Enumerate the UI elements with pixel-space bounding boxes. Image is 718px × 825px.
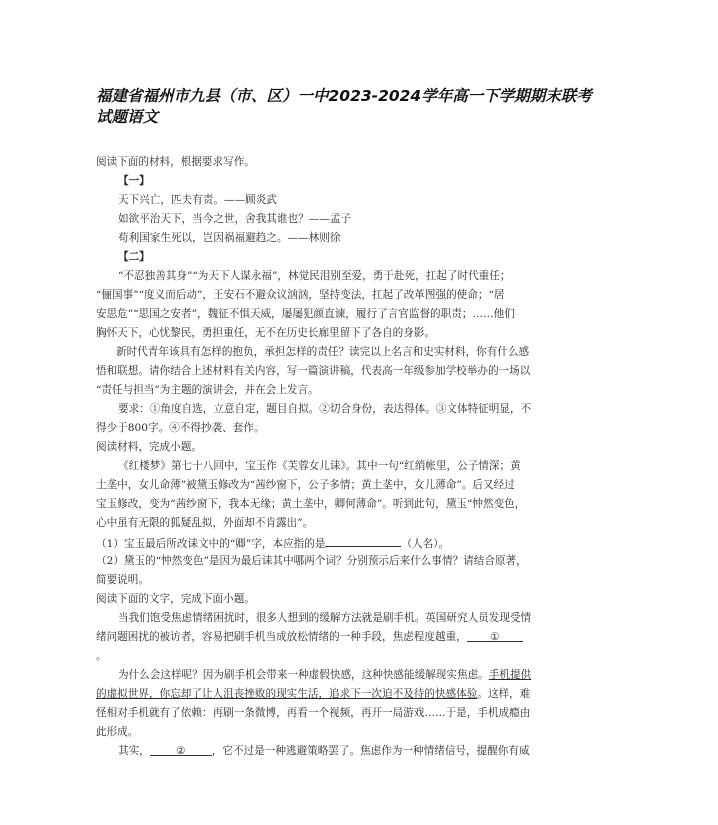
question3-para1-end: 。: [96, 650, 107, 662]
answer-blank-1[interactable]: ①: [467, 630, 523, 642]
question3-para2-text-2: 。这样，难: [477, 688, 531, 700]
question3-para3-start: 其实，: [118, 745, 150, 757]
question2-para-line-2: 土垄中，女儿命薄”被黛玉修改为“茜纱窗下，公子多情；黄土垄中，女儿薄命”。后又经过: [96, 479, 515, 491]
intro-line: 阅读下面的材料，根据要求写作。: [96, 156, 255, 168]
answer-blank-name[interactable]: [325, 535, 401, 547]
quote-3: 苟利国家生死以，岂因祸福避趋之。——林则徐: [118, 232, 341, 244]
para2-line-3: “责任与担当”为主题的演讲会，并在会上发言。: [96, 384, 319, 396]
section-1-label: 【一】: [118, 175, 150, 187]
question3-para1-line-2: [96, 630, 523, 644]
document-title: [96, 86, 592, 128]
question3-para2-line-1: [118, 668, 531, 682]
question2-para-line-1: 《红楼梦》第七十八回中，宝玉作《芙蓉女儿诔》。其中一句“红绡帐里，公子情深；黄: [118, 460, 521, 472]
para2-line-1: 新时代青年该具有怎样的抱负，承担怎样的责任？读完以上名言和史实材料，你有什么感: [116, 346, 530, 358]
question2-intro: 阅读材料，完成小题。: [96, 441, 202, 453]
question3-intro: 阅读下面的文字，完成下面小题。: [96, 593, 255, 605]
title-line-2: 试题语文: [96, 108, 159, 126]
underlined-sentence-end: 的虚拟世界，你忘却了让人沮丧挫败的现实生活，追求下一次迫不及待的快感体验: [96, 688, 478, 700]
quote-1: 天下兴亡，匹夫有责。——顾炎武: [118, 194, 277, 206]
question2-para-line-3: 宝玉修改，变为“茜纱窗下，我本无缘；黄土垄中，卿何薄命”。听到此句，黛玉“忡然变色，: [96, 498, 526, 510]
quote-2: 如欲平治天下，当今之世，舍我其谁也？——孟子: [118, 213, 352, 225]
para1-line-2: “俪国事”“度义而后动”，王安石不避众议汹汹，坚持变法，扛起了改革图强的使命；“居: [96, 289, 505, 301]
question2-sub1: [96, 535, 449, 551]
question3-para2-line-2: [96, 687, 530, 701]
section-2-label: 【二】: [118, 251, 150, 263]
question2-para-line-4: 心中虽有无限的狐疑乱拟，外面却不肯露出”。: [96, 517, 314, 529]
underlined-sentence-start: 手机提供: [488, 669, 532, 681]
question2-sub2-line-1: （2）黛玉的“忡然变色”是因为最后诔其中哪两个词？分别预示后来什么事情？请结合原著，: [96, 555, 527, 567]
question3-para1-line-1: 当我们饱受焦虑情绪困扰时，很多人想到的缓解方法就是刷手机。英国研究人员发现受情: [118, 612, 532, 624]
answer-blank-2[interactable]: ②: [150, 744, 212, 756]
question3-para2-line-4: 此形成。: [96, 726, 139, 738]
question3-para3-text: ，它不过是一种逃避策略罢了。焦虑作为一种情绪信号，提醒你有威: [211, 745, 530, 757]
para1-line-4: 胸怀天下，心忧黎民，勇担重任，无不在历史长廊里留下了各自的身影。: [96, 327, 435, 339]
para2-line-2: 悟和联想。请你结合上述材料有关内容，写一篇演讲稿，代表高一年级参加学校举办的一场以: [96, 365, 531, 377]
question3-para1-text: 绪问题困扰的被访者，容易把刷手机当成放松情绪的一种手段，焦虑程度越重，: [96, 631, 467, 643]
question3-para3-line-1: [118, 744, 530, 758]
question2-sub2-line-2: 简要说明。: [96, 574, 149, 586]
question3-para2-line-3: 怪相对手机就有了依赖：再刷一条微博，再看一个视频，再开一局游戏……于是，手机成瘾由: [96, 707, 531, 719]
title-line-1: 福建省福州市九县（市、区）一中2023-2024学年高一下学期期末联考: [96, 87, 592, 105]
question2-sub1-text: （1）宝玉最后所改诔文中的“卿”字，本应指的是: [96, 538, 326, 550]
requirements-line-1: 要求：①角度自选，立意自定，题目自拟。②切合身份，表达得体。③文体特征明显，不: [118, 403, 532, 415]
question3-para2-text: 为什么会这样呢？因为刷手机会带来一种虚假快感，这种快感能缓解现实焦虑。: [118, 669, 489, 681]
para1-line-1: “不忍独善其身”“为天下人谋永福”，林觉民泪别至爱，勇于赴死，扛起了时代重任；: [118, 270, 511, 282]
requirements-line-2: 得少于800字。④不得抄袭、套作。: [96, 422, 265, 434]
question2-sub1-suffix: （人名）。: [401, 538, 450, 550]
para1-line-3: 安思危”“思国之安者”，魏征不惧天威，屡屡犯颜直谏，履行了言官监督的职责；……他们: [96, 308, 515, 320]
